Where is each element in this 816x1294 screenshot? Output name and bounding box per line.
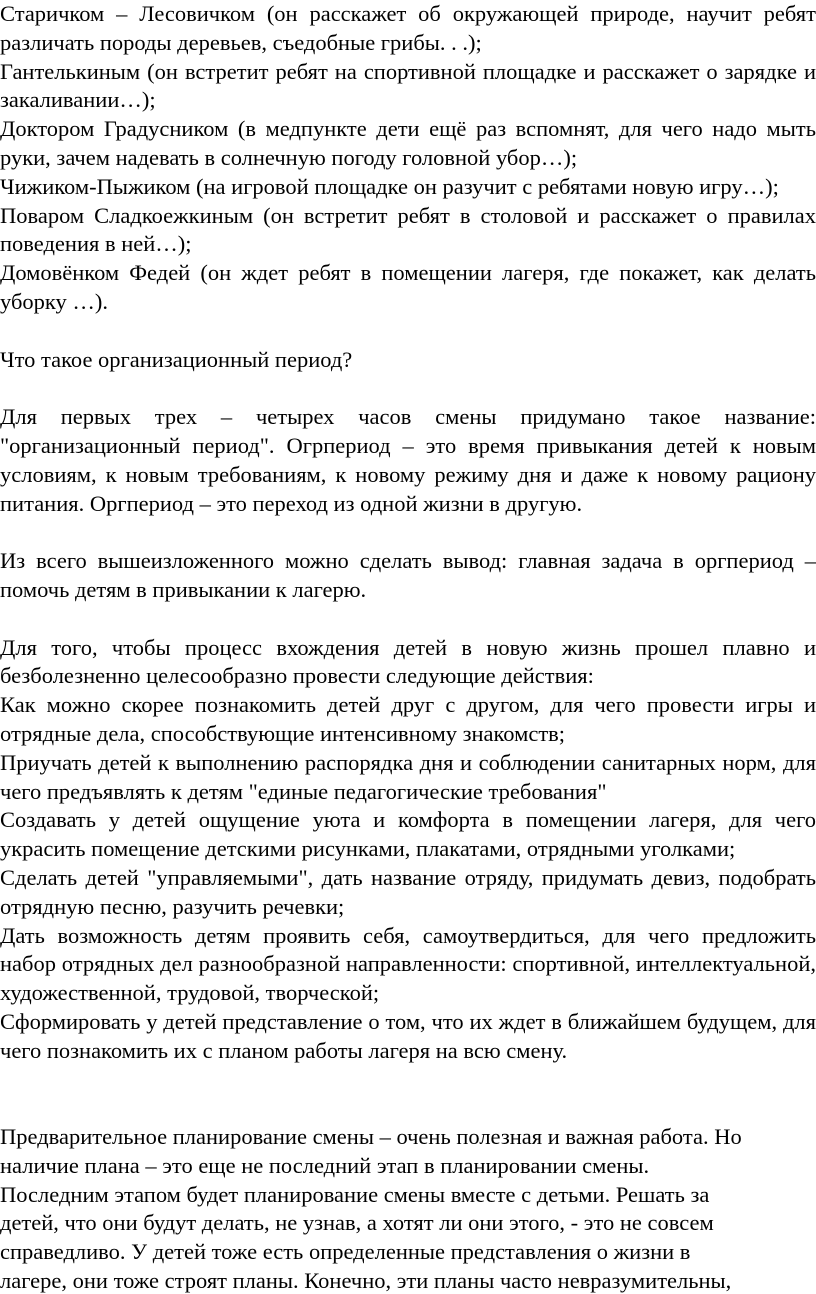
intro-list-item: Чижиком-Пыжиком (на игровой площадке он разучит с ребятами новую игру…); bbox=[0, 173, 779, 199]
conclusion-paragraph: Из всего вышеизложенного можно сделать вывод: главная задача в оргпериод – помочь детям в привыкании к лагерю. bbox=[0, 548, 816, 602]
section-question: Что такое организационный период? bbox=[0, 346, 353, 372]
planning-line: детей, что они будут делать, не узнав, а хотят ли они этого, - это не совсем bbox=[0, 1210, 714, 1236]
definition-paragraph: Для первых трех – четырех часов смены придумано такое название: "организационный период". Огрпериод – это время привыкания детей к новым условиям, к новым требованиям, к новому режиму дня и даже к новому рациону питания. Оргпериод – это переход из одной жизни в другую. bbox=[0, 404, 816, 516]
intro-list-item: Поваром Сладкоежкиным (он встретит ребят в столовой и расскажет о правилах поведения в ней…); bbox=[0, 202, 816, 257]
planning-line: Предварительное планирование смены – очень полезная и важная работа. Но bbox=[0, 1124, 742, 1150]
action-item: Приучать детей к выполнению распорядка дня и соблюдении санитарных норм, для чего предъявлять к детям "единые педагогические требования" bbox=[0, 749, 816, 804]
planning-line: Последним этапом будет планирование смены вместе с детьми. Решать за bbox=[0, 1181, 710, 1207]
paragraph-spacer bbox=[0, 1065, 816, 1123]
planning-line: лагере, они тоже строят планы. Конечно, эти планы часто невразумительны, bbox=[0, 1268, 732, 1294]
planning-line: справедливо. У детей тоже есть определенные представления о жизни в bbox=[0, 1239, 691, 1265]
actions-intro: Для того, чтобы процесс вхождения детей в новую жизнь прошел плавно и безболезненно целесообразно провести следующие действия: bbox=[0, 634, 816, 689]
action-item: Как можно скорее познакомить детей друг с другом, для чего провести игры и отрядные дела, способствующие интенсивному знакомств; bbox=[0, 692, 816, 746]
paragraph-spacer bbox=[0, 317, 816, 346]
action-item: Создавать у детей ощущение уюта и комфорта в помещении лагеря, для чего украсить помещение детскими рисунками, плакатами, отрядными уголками; bbox=[0, 807, 816, 862]
paragraph-spacer bbox=[0, 605, 816, 634]
intro-list-item: Доктором Градусником (в медпункте дети ещё раз вспомнят, для чего надо мыть руки, зачем надевать в солнечную погоду головной убор…); bbox=[0, 116, 816, 170]
paragraph-spacer bbox=[0, 374, 816, 403]
intro-list-item: Домовёнком Федей (он ждет ребят в помещении лагеря, где покажет, как делать уборку …). bbox=[0, 260, 816, 314]
intro-list-item: Старичком – Лесовичком (он расскажет об окружающей природе, научит ребят различать породы деревьев, съедобные грибы. . .); bbox=[0, 1, 816, 55]
intro-list-item: Гантелькиным (он встретит ребят на спортивной площадке и расскажет о зарядке и закаливании…); bbox=[0, 58, 816, 113]
planning-line: наличие плана – это еще не последний этап в планировании смены. bbox=[0, 1152, 650, 1178]
action-item: Дать возможность детям проявить себя, самоутвердиться, для чего предложить набор отрядных дел разнообразной направленности: спортивной, интеллектуальной, художественной, трудовой, творческой; bbox=[0, 922, 816, 1006]
action-item: Сформировать у детей представление о том, что их ждет в ближайшем будущем, для чего познакомить их с планом работы лагеря на всю смену. bbox=[0, 1008, 816, 1063]
paragraph-spacer bbox=[0, 518, 816, 547]
action-item: Сделать детей "управляемыми", дать название отряду, придумать девиз, подобрать отрядную песню, разучить речевки; bbox=[0, 864, 816, 919]
planning-paragraph bbox=[0, 1123, 816, 1294]
